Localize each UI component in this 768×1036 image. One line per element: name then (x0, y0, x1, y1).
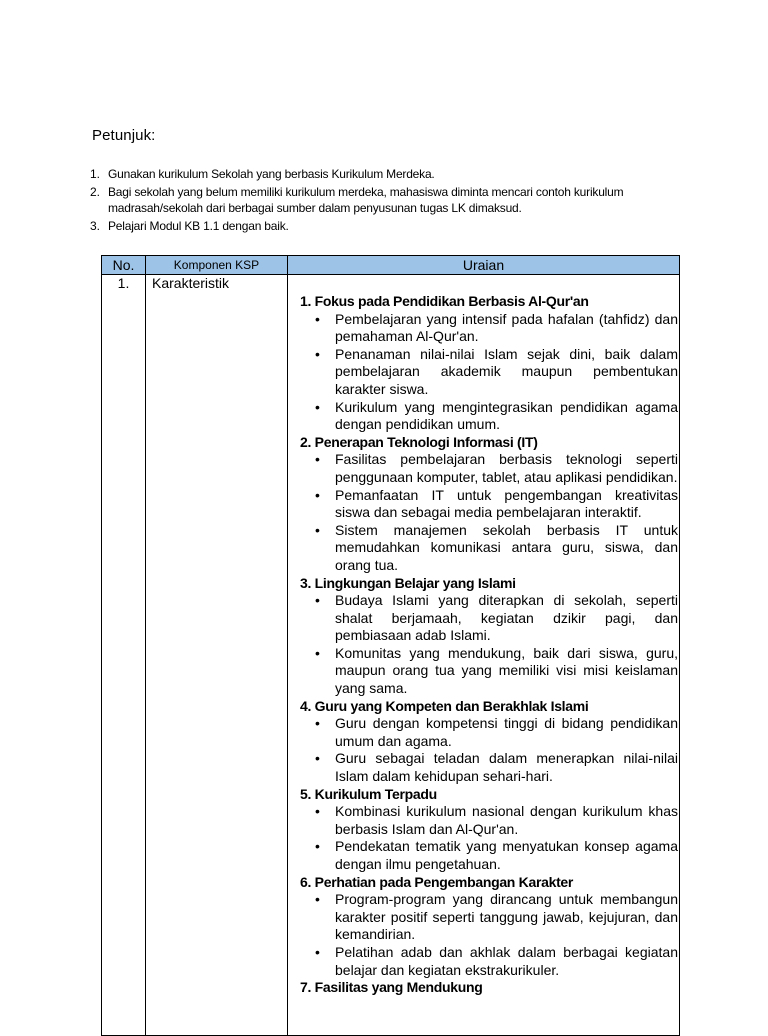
header-no: No. (102, 256, 146, 275)
uraian-content (300, 275, 679, 997)
row-komponen: Karakteristik (146, 275, 288, 1036)
table-row (102, 275, 680, 1036)
bullet-item: • Sistem manajemen sekolah berbasis IT untuk memudahkan komunikasi antara guru, siswa, dan orang tua. (300, 522, 678, 575)
ksp-table (101, 255, 680, 1036)
section-heading: 6. Perhatian pada Pengembangan Karakter (300, 873, 574, 890)
bullet-item: • Kombinasi kurikulum nasional dengan kurikulum khas berbasis Islam dan Al-Qur'an. (300, 803, 678, 838)
bullet-item: • Kurikulum yang mengintegrasikan pendidikan agama dengan pendidikan umum. (300, 399, 678, 434)
instruction-text: Gunakan kurikulum Sekolah yang berbasis Kurikulum Merdeka. (108, 167, 435, 181)
instruction-item (90, 184, 630, 216)
instruction-text: Pelajari Modul KB 1.1 dengan baik. (108, 219, 289, 233)
bullet-item: • Pembelajaran yang intensif pada hafalan (tahfidz) dan pemahaman Al-Qur'an. (300, 311, 678, 346)
bullet-item: • Program-program yang dirancang untuk membangun karakter positif seperti tanggung jawab, kejujuran, dan kemandirian. (300, 891, 678, 944)
row-uraian (288, 275, 680, 1036)
table-header-row (102, 256, 680, 275)
bullet-list (300, 451, 678, 574)
section-heading: 3. Lingkungan Belajar yang Islami (300, 574, 516, 591)
instruction-number: 3. (90, 219, 101, 233)
section-heading: 2. Penerapan Teknologi Informasi (IT) (300, 433, 538, 450)
instruction-text: Bagi sekolah yang belum memiliki kurikulum merdeka, mahasiswa diminta mencari contoh kurikulum madrasah/sekolah dari berbagai sumber dalam penyusunan tugas LK dimaksud. (108, 185, 624, 215)
bullet-item: • Pendekatan tematik yang menyatukan konsep agama dengan ilmu pengetahuan. (300, 838, 678, 873)
bullet-list (300, 803, 678, 873)
section-heading: 4. Guru yang Kompeten dan Berakhlak Islami (300, 697, 589, 714)
page-title: Petunjuk: (92, 127, 156, 144)
instruction-number: 2. (90, 185, 101, 199)
section-heading: 1. Fokus pada Pendidikan Berbasis Al-Qur'an (300, 293, 589, 309)
section-heading: 5. Kurikulum Terpadu (300, 785, 437, 802)
row-number: 1. (102, 275, 146, 1036)
header-uraian: Uraian (288, 256, 680, 275)
header-komponen: Komponen KSP (146, 256, 288, 275)
instruction-item (90, 218, 630, 234)
bullet-item: • Guru sebagai teladan dalam menerapkan nilai-nilai Islam dalam kehidupan sehari-hari. (300, 750, 678, 785)
bullet-list (300, 592, 678, 698)
bullet-item: • Penanaman nilai-nilai Islam sejak dini, baik dalam pembelajaran akademik maupun pembentukan karakter siswa. (300, 346, 678, 399)
bullet-list (300, 715, 678, 785)
instruction-number: 1. (90, 167, 101, 181)
bullet-item: • Pemanfaatan IT untuk pengembangan kreativitas siswa dan sebagai media pembelajaran interaktif. (300, 487, 678, 522)
bullet-item: • Budaya Islami yang diterapkan di sekolah, seperti shalat berjamaah, kegiatan dzikir pagi, dan pembiasaan adab Islami. (300, 592, 678, 645)
bullet-item: • Guru dengan kompetensi tinggi di bidang pendidikan umum dan agama. (300, 715, 678, 750)
instructions-list (90, 166, 630, 236)
bullet-item: • Komunitas yang mendukung, baik dari siswa, guru, maupun orang tua yang memiliki visi misi keislaman yang sama. (300, 645, 678, 698)
instruction-item (90, 166, 630, 182)
bullet-list (300, 311, 678, 434)
bullet-item: • Pelatihan adab dan akhlak dalam berbagai kegiatan belajar dan kegiatan ekstrakurikuler. (300, 944, 678, 979)
bullet-item: • Fasilitas pembelajaran berbasis teknologi seperti penggunaan komputer, tablet, atau aplikasi pendidikan. (300, 451, 678, 486)
section-heading: 7. Fasilitas yang Mendukung (300, 979, 483, 996)
bullet-list (300, 891, 678, 979)
